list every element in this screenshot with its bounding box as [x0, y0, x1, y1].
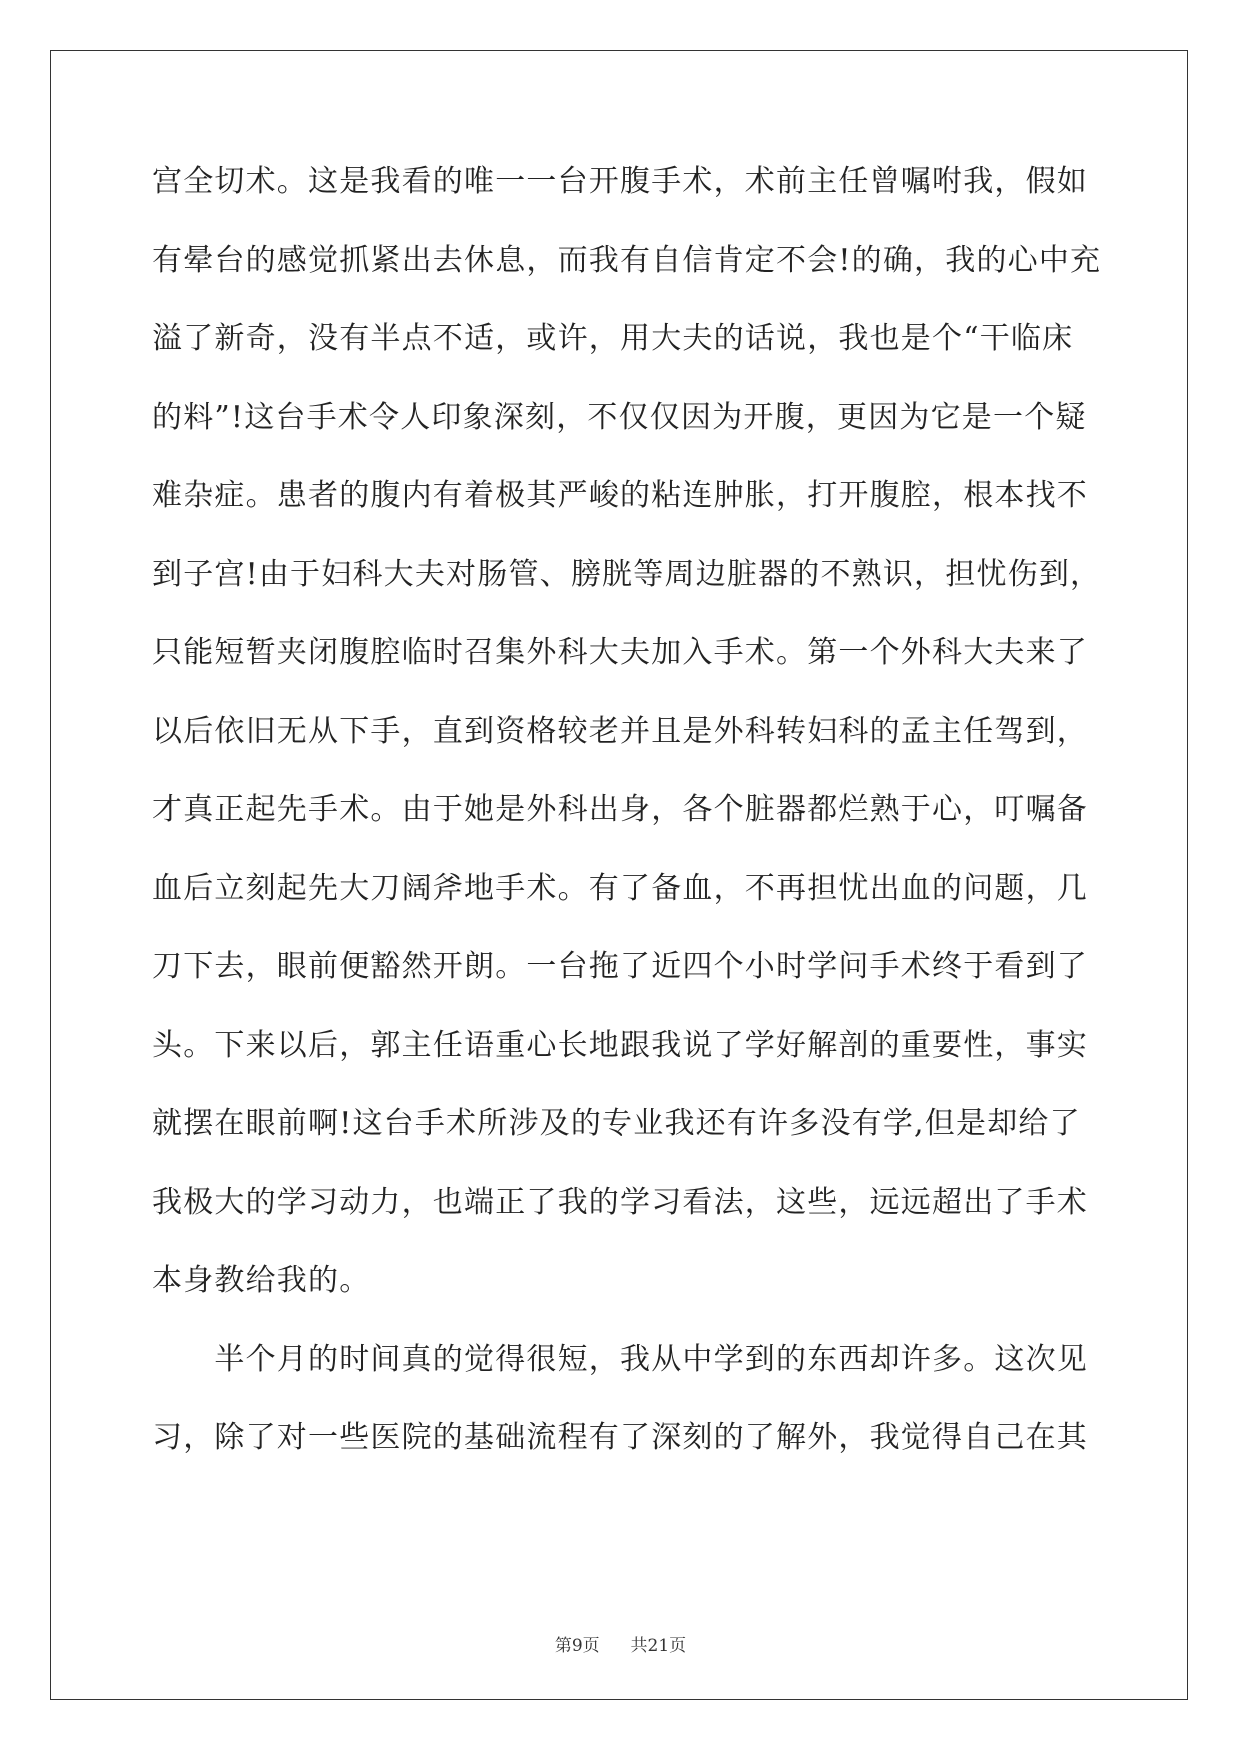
- text-line: 血后立刻起先大刀阔斧地手术。有了备血，不再担忧出血的问题，几: [152, 870, 1088, 906]
- text-line: 习，除了对一些医院的基础流程有了深刻的了解外，我觉得自己在其: [152, 1420, 1088, 1455]
- page-footer: [0, 1631, 1241, 1656]
- text-line: 本身教给我的。: [152, 1263, 371, 1298]
- text-line: 只能短暂夹闭腹腔临时召集外科大夫加入手术。第一个外科大夫来了: [152, 635, 1088, 670]
- text-line: 我极大的学习动力，也端正了我的学习看法，这些，远远超出了手术: [152, 1184, 1088, 1220]
- text-line: 到子宫!由于妇科大夫对肠管、膀胱等周边脏器的不熟识，担忧伤到，: [152, 556, 1102, 592]
- text-line: 宫全切术。这是我看的唯一一台开腹手术，术前主任曾嘱咐我，假如: [152, 164, 1088, 199]
- text-line: 头。下来以后，郭主任语重心长地跟我说了学好解剖的重要性，事实: [152, 1027, 1088, 1063]
- page-number: 第9页: [554, 1636, 600, 1656]
- text-line: 溢了新奇，没有半点不适，或许，用大夫的话说，我也是个“干临床: [152, 321, 1074, 356]
- document-body: [152, 162, 1102, 1497]
- page-total: 共21页: [630, 1636, 687, 1656]
- text-line: 就摆在眼前啊!这台手术所涉及的专业我还有许多没有学,但是却给了: [152, 1106, 1081, 1141]
- text-line: 有晕台的感觉抓紧出去休息，而我有自信肯定不会!的确，我的心中充: [152, 242, 1102, 278]
- text-line: 的料”!这台手术令人印象深刻，不仅仅因为开腹，更因为它是一个疑: [152, 399, 1087, 435]
- text-line: 以后依旧无从下手，直到资格较老并且是外科转妇科的孟主任驾到，: [152, 713, 1088, 749]
- text-line: 刀下去，眼前便豁然开朗。一台拖了近四个小时学问手术终于看到了: [152, 949, 1088, 984]
- text-line: 难杂症。患者的腹内有着极其严峻的粘连肿胀，打开腹腔，根本找不: [152, 478, 1088, 513]
- text-line: 才真正起先手术。由于她是外科出身，各个脏器都烂熟于心，叮嘱备: [152, 792, 1088, 827]
- text-line: 半个月的时间真的觉得很短，我从中学到的东西却许多。这次见: [152, 1341, 1088, 1377]
